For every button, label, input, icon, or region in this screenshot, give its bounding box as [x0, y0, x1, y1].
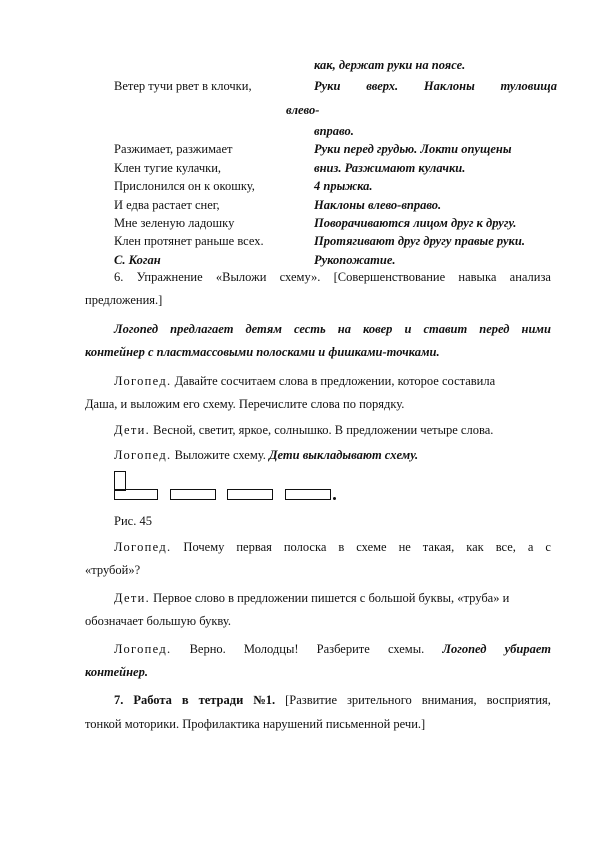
speaker-label: Логопед.: [114, 374, 172, 388]
poem-line-5: И едва растает снег,: [114, 198, 220, 212]
scheme-strip-1: [114, 489, 158, 500]
exercise-7-heading-cont: тонкой моторики. Профилактика нарушений письменной речи.]: [85, 717, 426, 731]
exercise-6-heading-cont: предложения.]: [85, 293, 163, 307]
scheme-capital-tube: [114, 471, 126, 491]
dialogue-logoped-3-cont: «трубой»?: [85, 563, 141, 577]
poem-line-7: Клен протянет раньше всех.: [114, 234, 264, 248]
poem-line-1: Ветер тучи рвет в клочки,: [114, 79, 252, 93]
exercise-6-heading: 6. Упражнение «Выложи схему». [Совершенствование навыка анализа: [114, 270, 551, 284]
figure-caption: Рис. 45: [114, 514, 152, 528]
exercise-7-heading: 7. Работа в тетради №1. [Развитие зрительного внимания, восприятия,: [114, 693, 551, 707]
dialogue-children-1: Дети. Весной, светит, яркое, солнышко. В предложении четыре слова.: [114, 423, 494, 437]
scheme-strip-3: [227, 489, 273, 500]
poem-action-5: Наклоны влево-вправо.: [314, 198, 442, 212]
poem-action-6: Поворачиваются лицом друг к другу.: [314, 216, 517, 230]
dialogue-logoped-4-cont: контейнер.: [85, 665, 148, 679]
speaker-label: Логопед.: [114, 448, 172, 462]
scheme-strip-4: [285, 489, 331, 500]
speaker-label: Дети.: [114, 591, 151, 605]
speaker-label: Дети.: [114, 423, 151, 437]
dialogue-logoped-1: Логопед. Давайте сосчитаем слова в предложении, которое составила: [114, 374, 496, 388]
dialogue-children-2-cont: обозначает большую букву.: [85, 614, 232, 628]
poem-line-6: Мне зеленую ладошку: [114, 216, 235, 230]
poem-action-1: Руки вверх. Наклоны туловища: [314, 79, 557, 93]
instruction-line-1: Логопед предлагает детям сесть на ковер и ставит перед ними: [114, 322, 551, 336]
poem-action-wrap-2: вправо.: [314, 124, 354, 138]
scheme-strip-2: [170, 489, 216, 500]
scheme-period-dot: [333, 497, 336, 500]
poem-line-2: Разжимает, разжимает: [114, 142, 233, 156]
poem-action-8: Рукопожатие.: [314, 253, 396, 267]
dialogue-logoped-4: Логопед. Верно. Молодцы! Разберите схемы. Логопед убирает: [114, 642, 551, 656]
poem-action-4: 4 прыжка.: [314, 179, 373, 193]
poem-line-3: Клен тугие кулачки,: [114, 161, 222, 175]
dialogue-logoped-1-cont: Даша, и выложим его схему. Перечислите слова по порядку.: [85, 397, 405, 411]
poem-top-right-line: как, держат руки на поясе.: [314, 58, 466, 72]
poem-line-4: Прислонился он к окошку,: [114, 179, 255, 193]
poem-action-2: Руки перед грудью. Локти опущены: [314, 142, 512, 156]
dialogue-logoped-3: Логопед. Почему первая полоска в схеме не такая, как все, а с: [114, 540, 551, 554]
poem-action-3: вниз. Разжимают кулачки.: [314, 161, 466, 175]
instruction-line-2: контейнер с пластмассовыми полосками и фишками-точками.: [85, 345, 440, 359]
poem-action-7: Протягивают друг другу правые руки.: [314, 234, 525, 248]
poem-action-wrap-1: влево-: [286, 103, 320, 117]
poem-author: С. Коган: [114, 253, 161, 267]
dialogue-children-2: Дети. Первое слово в предложении пишется с большой буквы, «труба» и: [114, 591, 510, 605]
dialogue-logoped-2: Логопед. Выложите схему. Дети выкладывают схему.: [114, 448, 419, 462]
